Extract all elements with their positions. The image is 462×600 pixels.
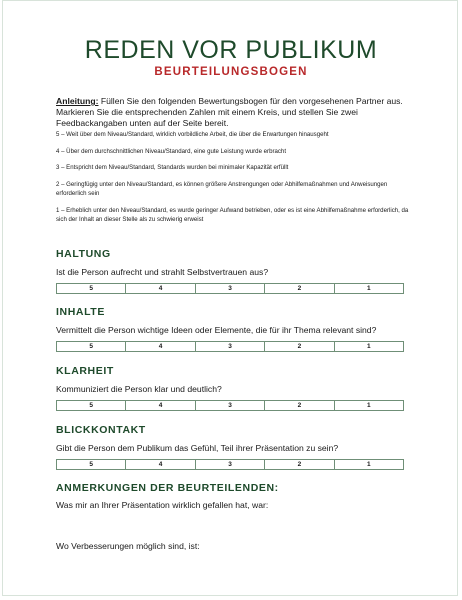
rating-option-5[interactable]: 5 bbox=[57, 284, 126, 293]
rating-option-3[interactable]: 3 bbox=[196, 342, 265, 351]
rating-option-2[interactable]: 2 bbox=[265, 284, 334, 293]
section-question: Ist die Person aufrecht und strahlt Selbstvertrauen aus? bbox=[56, 267, 269, 277]
page-title: REDEN VOR PUBLIKUM bbox=[84, 36, 378, 64]
rating-option-2[interactable]: 2 bbox=[265, 342, 334, 351]
section-heading: BLICKKONTAKT bbox=[56, 424, 146, 436]
comment-liked-prompt: Was mir an Ihrer Präsentation wirklich gefallen hat, war: bbox=[56, 500, 269, 510]
rating-scale-legend bbox=[56, 130, 412, 232]
comments-heading: ANMERKUNGEN DER BEURTEILENDEN: bbox=[56, 482, 279, 494]
scale-item-1: 1 – Erheblich unter den Niveau/Standard, es wurde geringer Aufwand betrieben, oder es ist eine Abhilfemaßnahme erforderlich, da sich der Inhalt an dieser Stelle als zu schwierig erweist bbox=[56, 206, 409, 223]
rating-option-5[interactable]: 5 bbox=[57, 401, 126, 410]
rating-option-2[interactable]: 2 bbox=[265, 460, 334, 469]
rating-option-3[interactable]: 3 bbox=[196, 401, 265, 410]
section-klarheit bbox=[56, 365, 416, 411]
section-blickkontakt bbox=[56, 424, 416, 470]
rating-option-4[interactable]: 4 bbox=[126, 284, 195, 293]
rating-option-5[interactable]: 5 bbox=[57, 342, 126, 351]
section-question: Kommuniziert die Person klar und deutlich? bbox=[56, 384, 222, 394]
rating-option-3[interactable]: 3 bbox=[196, 460, 265, 469]
rating-row bbox=[56, 341, 404, 352]
rating-option-3[interactable]: 3 bbox=[196, 284, 265, 293]
rating-option-5[interactable]: 5 bbox=[57, 460, 126, 469]
rating-option-4[interactable]: 4 bbox=[126, 460, 195, 469]
rating-option-1[interactable]: 1 bbox=[367, 343, 371, 350]
section-question: Vermittelt die Person wichtige Ideen oder Elemente, die für ihr Thema relevant sind? bbox=[56, 325, 377, 335]
instructions-lead: Anleitung: bbox=[56, 96, 99, 106]
rating-option-4[interactable]: 4 bbox=[126, 342, 195, 351]
instructions-text: Füllen Sie den folgenden Bewertungsbogen für den vorgesehenen Partner aus. Markieren Sie die entsprechenden Zahlen mit einem Kreis, und stellen Sie zwei Feedbackangaben unten auf der Seite bereit. bbox=[56, 96, 403, 128]
scale-item-5: 5 – Weit über dem Niveau/Standard, wirklich vorbildliche Arbeit, die über die Erwartungen hinausgeht bbox=[56, 131, 329, 138]
scale-item-4: 4 – Über dem durchschnittlichen Niveau/Standard, eine gute Leistung wurde erbracht bbox=[56, 147, 287, 155]
comment-improve-prompt: Wo Verbesserungen möglich sind, ist: bbox=[56, 541, 200, 551]
rating-row bbox=[56, 283, 404, 294]
rating-option-2[interactable]: 2 bbox=[265, 401, 334, 410]
rating-row bbox=[56, 400, 404, 411]
section-heading: INHALTE bbox=[56, 306, 105, 318]
scale-item-3: 3 – Entspricht dem Niveau/Standard, Standards wurden bei minimaler Kapazität erfüllt bbox=[56, 164, 289, 171]
rating-option-1[interactable]: 1 bbox=[367, 461, 371, 468]
section-heading: KLARHEIT bbox=[56, 365, 114, 377]
section-haltung bbox=[56, 248, 416, 294]
page-subtitle: BEURTEILUNGSBOGEN bbox=[154, 66, 308, 78]
section-heading: HALTUNG bbox=[56, 248, 111, 260]
comments-section bbox=[56, 482, 416, 551]
rating-row bbox=[56, 459, 404, 470]
rating-option-4[interactable]: 4 bbox=[126, 401, 195, 410]
instructions bbox=[56, 96, 412, 128]
section-question: Gibt die Person dem Publikum das Gefühl, Teil ihrer Präsentation zu sein? bbox=[56, 443, 339, 453]
rating-option-1[interactable]: 1 bbox=[367, 285, 371, 292]
rating-option-1[interactable]: 1 bbox=[367, 402, 371, 409]
section-inhalte bbox=[56, 306, 416, 352]
scale-item-2: 2 – Geringfügig unter den Niveau/Standard, es können größere Anstrengungen oder Abhilfemaßnahmen und Anweisungen erforderlich sein bbox=[56, 180, 388, 197]
